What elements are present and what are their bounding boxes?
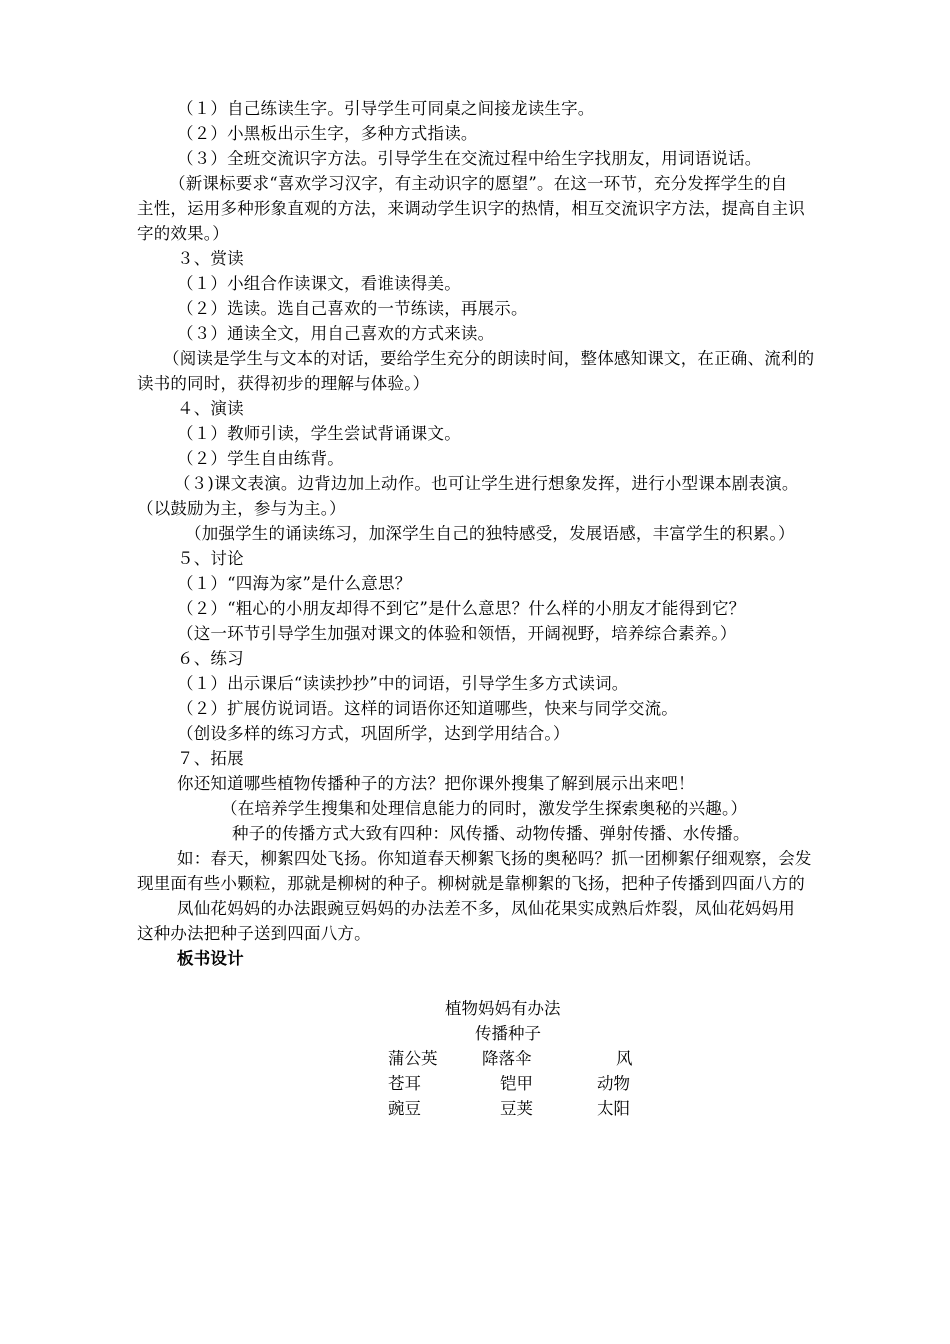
text-line: （１）教师引读，学生尝试背诵课文。 [177, 424, 461, 443]
text-line: （２）小黑板出示生字，多种方式指读。 [177, 124, 478, 143]
text-line: 这种办法把种子送到四面八方。 [137, 924, 371, 943]
board-agent-wind: 风 [616, 1049, 633, 1068]
board-means-parachute: 降落伞 [482, 1049, 532, 1068]
text-line: （２）学生自由练背。 [177, 449, 344, 468]
text-line: （在培养学生搜集和处理信息能力的同时，激发学生探索奥秘的兴趣。） [221, 799, 748, 818]
text-line: 字的效果。） [137, 224, 229, 243]
text-line: （２）选读。选自己喜欢的一节练读，再展示。 [177, 299, 528, 318]
board-agent-animal: 动物 [597, 1074, 630, 1093]
section-heading: ６、练习 [177, 649, 244, 668]
text-line: （１）自己练读生字。引导学生可同桌之间接龙读生字。 [177, 99, 595, 118]
text-line: （阅读是学生与文本的对话，要给学生充分的朗读时间，整体感知课文，在正确、流利的 [163, 349, 815, 368]
text-line: （３)课文表演。边背边加上动作。也可让学生进行想象发挥，进行小型课本剧表演。 [174, 474, 799, 493]
text-line: 种子的传播方式大致有四种：风传播、动物传播、弹射传播、水传播。 [232, 824, 750, 843]
text-line: （３）通读全文，用自己喜欢的方式来读。 [177, 324, 495, 343]
board-plant-dandelion: 蒲公英 [388, 1049, 438, 1068]
board-subtitle: 传播种子 [475, 1024, 541, 1043]
text-line: （２）“粗心的小朋友却得不到它”是什么意思？什么样的小朋友才能得到它？ [177, 599, 746, 618]
board-plant-pea: 豌豆 [388, 1099, 421, 1118]
text-line: （１）小组合作读课文，看谁读得美。 [177, 274, 461, 293]
board-title: 植物妈妈有办法 [445, 999, 561, 1018]
text-line: （１）出示课后“读读抄抄”中的词语，引导学生多方式读词。 [177, 674, 629, 693]
board-means-armor: 铠甲 [500, 1074, 533, 1093]
text-line: （加强学生的诵读练习，加深学生自己的独特感受，发展语感，丰富学生的积累。） [185, 524, 795, 543]
section-heading: ３、赏读 [177, 249, 244, 268]
text-line: 凤仙花妈妈的办法跟豌豆妈妈的办法差不多，凤仙花果实成熟后炸裂，凤仙花妈妈用 [177, 899, 795, 918]
text-line: （以鼓励为主，参与为主。） [137, 499, 346, 518]
text-line: 如：春天，柳絮四处飞扬。你知道春天柳絮飞扬的奥秘吗？抓一团柳絮仔细观察，会发 [177, 849, 812, 868]
text-line: 读书的同时，获得初步的理解与体验。） [137, 374, 430, 393]
section-heading: ５、讨论 [177, 549, 244, 568]
board-design-heading: 板书设计 [177, 949, 244, 968]
text-line: （２）扩展仿说词语。这样的词语你还知道哪些，快来与同学交流。 [177, 699, 678, 718]
text-line: （１）“四海为家”是什么意思？ [177, 574, 412, 593]
text-line: （新课标要求“喜欢学习汉字，有主动识字的愿望”。在这一环节，充分发挥学生的自 [169, 174, 788, 193]
text-line: （３）全班交流识字方法。引导学生在交流过程中给生字找朋友，用词语说话。 [177, 149, 762, 168]
text-line: 现里面有些小颗粒，那就是柳树的种子。柳树就是靠柳絮的飞扬，把种子传播到四面八方的 [137, 874, 805, 893]
text-line: （这一环节引导学生加强对课文的体验和领悟，开阔视野，培养综合素养。） [177, 624, 737, 643]
text-line: （创设多样的练习方式，巩固所学，达到学用结合。） [177, 724, 570, 743]
board-plant-cocklebur: 苍耳 [388, 1074, 421, 1093]
section-heading: ７、拓展 [177, 749, 244, 768]
text-line: 你还知道哪些植物传播种子的方法？把你课外搜集了解到展示出来吧！ [177, 774, 695, 793]
section-heading: ４、演读 [177, 399, 244, 418]
board-agent-sun: 太阳 [597, 1099, 630, 1118]
board-means-pod: 豆荚 [500, 1099, 533, 1118]
text-line: 主性，运用多种形象直观的方法，来调动学生识字的热情，相互交流识字方法，提高自主识 [137, 199, 805, 218]
